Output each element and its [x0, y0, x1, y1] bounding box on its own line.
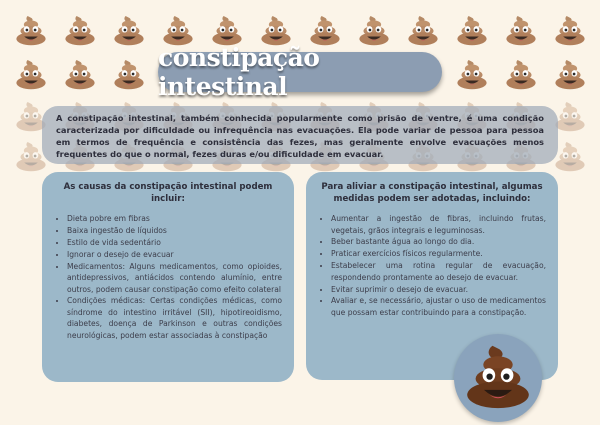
relief-list-item: • Evitar suprimir o desejo de evacuar. [331, 284, 546, 295]
relief-heading: Para aliviar a constipação intestinal, algumas medidas podem ser adotadas, incluindo: [321, 182, 543, 204]
causes-list [54, 213, 282, 341]
page-title: constipação intestinal [158, 43, 320, 101]
relief-list-item: • Beber bastante água ao longo do dia. [331, 236, 546, 247]
poop-emoji-badge [454, 334, 542, 422]
relief-list-item: • Praticar exercícios físicos regularmente. [331, 248, 546, 259]
causes-list-item: • Dieta pobre em fibras [67, 213, 282, 224]
causes-heading: As causas da constipação intestinal podem incluir: [63, 182, 273, 204]
poop-emoji-icon [63, 14, 97, 48]
poop-emoji-icon [112, 14, 146, 48]
intro-paragraph: A constipação intestinal, também conhecida popularmente como prisão de ventre, é uma condição caracterizada por dificuldade ou infrequência nas evacuações. Ela pode variar de pessoa para pessoa em termos de frequência e consistência das fezes, mas geralmente envolve evacuações menos frequentes do que o normal, fezes duras e/ou dificuldade em evacuar. [42, 106, 558, 164]
poop-emoji-icon [553, 100, 587, 134]
poop-emoji-icon [112, 58, 146, 92]
relief-list-item: • Aumentar a ingestão de fibras, incluindo frutas, vegetais, grãos integrais e leguminosas. [331, 213, 546, 236]
title-banner [158, 43, 442, 101]
relief-list-item: • Avaliar e, se necessário, ajustar o uso de medicamentos que possam estar contribuindo para a constipação. [331, 295, 546, 318]
poop-emoji-icon [504, 14, 538, 48]
poop-emoji-icon [553, 58, 587, 92]
poop-emoji-icon [463, 343, 533, 413]
poop-emoji-icon [63, 58, 97, 92]
causes-list-item: • Estilo de vida sedentário [67, 237, 282, 248]
causes-list-item: • Baixa ingestão de líquidos [67, 225, 282, 236]
poop-emoji-icon [14, 14, 48, 48]
causes-list-item: • Medicamentos: Alguns medicamentos, como opioides, antidepressivos, antiácidos contendo alumínio, entre outros, podem causar constipação como efeito colateral [67, 261, 282, 295]
causes-list-item: • Condições médicas: Certas condições médicas, como síndrome do intestino irritável (SII), hipotireoidismo, diabetes, doença de Parkinson e outras condições neurológicas, podem estar associadas à constipação [67, 295, 282, 341]
poop-emoji-icon [504, 58, 538, 92]
relief-list [318, 213, 546, 318]
poop-emoji-icon [455, 14, 489, 48]
poop-emoji-icon [553, 14, 587, 48]
poop-emoji-icon [553, 140, 587, 174]
causes-list-item: • Ignorar o desejo de evacuar [67, 249, 282, 260]
poop-emoji-icon [455, 58, 489, 92]
causes-card [42, 172, 294, 382]
relief-list-item: • Estabelecer uma rotina regular de evacuação, respondendo prontamente ao desejo de evacuar. [331, 260, 546, 283]
poop-emoji-icon [14, 58, 48, 92]
